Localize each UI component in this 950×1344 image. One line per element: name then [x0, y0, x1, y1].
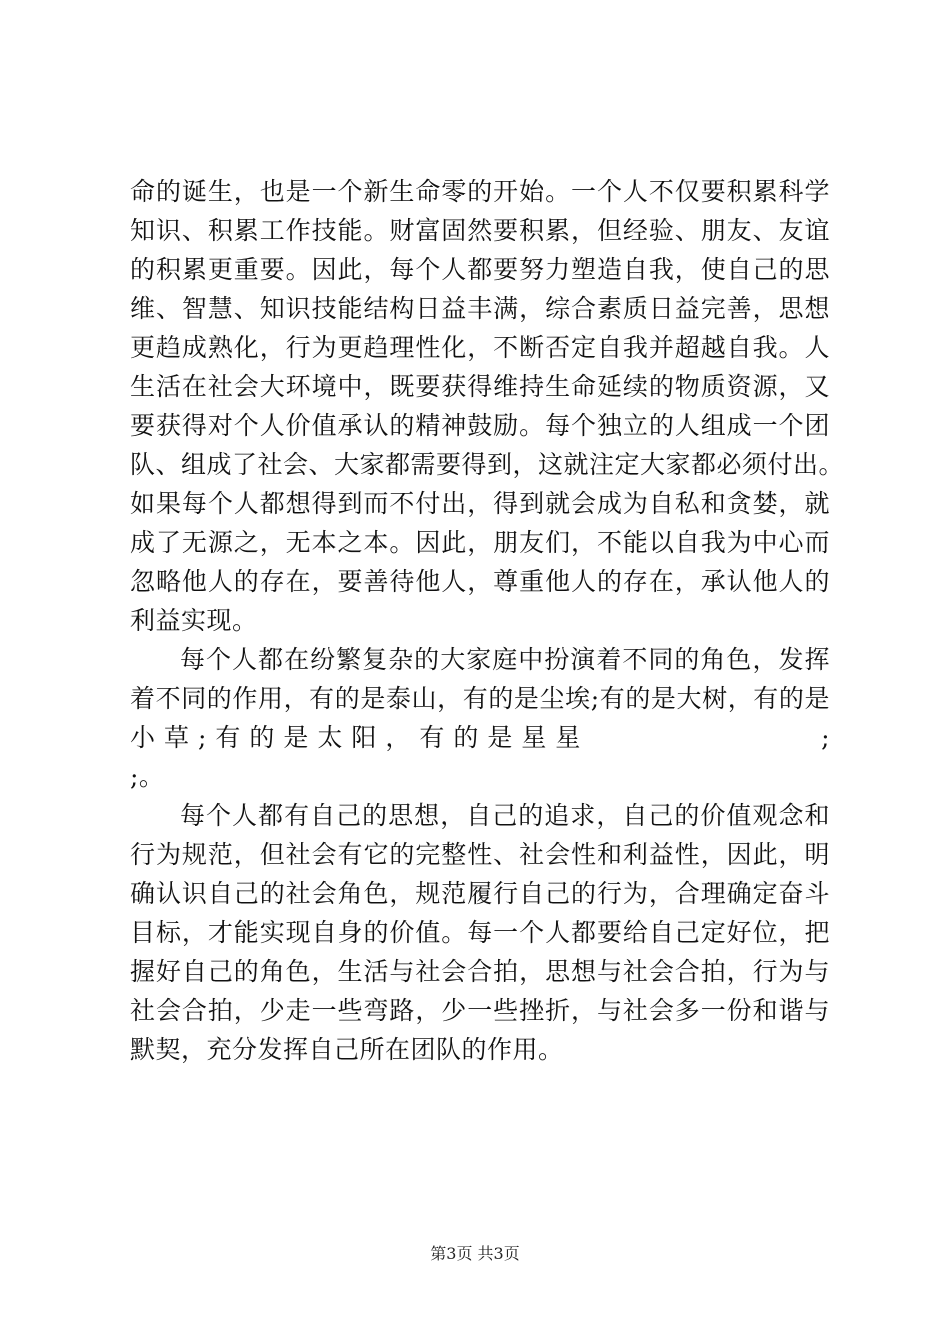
text-line: 命的诞生，也是一个新生命零的开始。一个人不仅要积累科学: [130, 177, 830, 206]
text-line-end: ;: [821, 723, 830, 752]
text-line-start: 小草;有的是太阳，有的是星星: [130, 723, 590, 752]
text-line: 目标，才能实现自身的价值。每一个人都要给自己定好位，把: [130, 918, 830, 947]
text-line: 握好自己的角色，生活与社会合拍，思想与社会合拍，行为与: [130, 957, 830, 986]
text-line: 默契，充分发挥自己所在团队的作用。: [130, 1035, 564, 1064]
text-line: 每个人都在纷繁复杂的大家庭中扮演着不同的角色，发挥: [180, 645, 830, 674]
text-line: 利益实现。: [130, 606, 258, 635]
text-line: 如果每个人都想得到而不付出，得到就会成为自私和贪婪，就: [130, 489, 830, 518]
page-number-label: 第3页 共3页: [430, 1244, 520, 1263]
text-line: 生活在社会大环境中，既要获得维持生命延续的物质资源，又: [130, 372, 830, 401]
text-line: 知识、积累工作技能。财富固然要积累，但经验、朋友、友谊: [130, 216, 830, 245]
text-line: 行为规范，但社会有它的完整性、社会性和利益性，因此，明: [130, 840, 830, 869]
paragraph-3: [130, 796, 830, 1069]
text-line: 要获得对个人价值承认的精神鼓励。每个独立的人组成一个团: [130, 411, 830, 440]
paragraph-2: [130, 640, 830, 796]
text-line: 着不同的作用，有的是泰山，有的是尘埃;有的是大树，有的是: [130, 684, 830, 713]
text-line-with-gap: [130, 718, 830, 757]
document-body: [130, 172, 845, 1069]
text-line: 每个人都有自己的思想，自己的追求，自己的价值观念和: [180, 801, 830, 830]
text-line: 成了无源之，无本之本。因此，朋友们，不能以自我为中心而: [130, 528, 830, 557]
paragraph-1: [130, 172, 845, 640]
text-line: 队、组成了社会、大家都需要得到，这就注定大家都必须付出。: [130, 450, 845, 479]
text-line: 的积累更重要。因此，每个人都要努力塑造自我，使自己的思: [130, 255, 830, 284]
text-line: 维、智慧、知识技能结构日益丰满，综合素质日益完善，思想: [130, 294, 830, 323]
page-footer: [0, 1244, 950, 1264]
text-line: ;。: [130, 762, 165, 791]
text-line: 社会合拍，少走一些弯路，少一些挫折，与社会多一份和谐与: [130, 996, 830, 1025]
text-line: 忽略他人的存在，要善待他人，尊重他人的存在，承认他人的: [130, 567, 830, 596]
text-line: 更趋成熟化，行为更趋理性化，不断否定自我并超越自我。人: [130, 333, 830, 362]
text-line: 确认识自己的社会角色，规范履行自己的行为，合理确定奋斗: [130, 879, 830, 908]
